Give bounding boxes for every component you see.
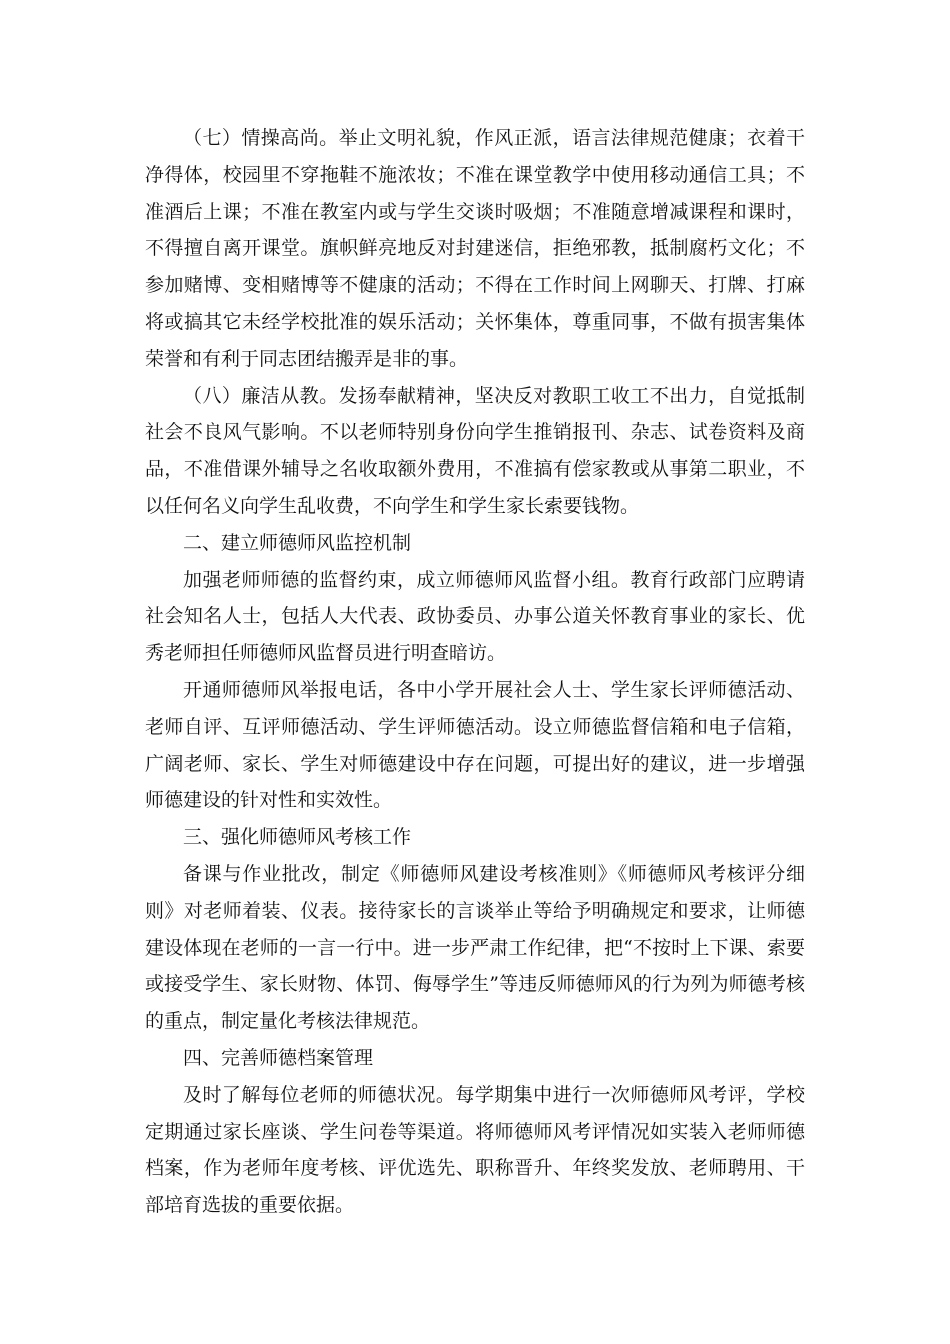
section-heading-assessment: 三、强化师德师风考核工作	[183, 826, 412, 849]
paragraph-archive-management: 及时了解每位老师的师德状况。每学期集中进行一次师德师风考评，学校定期通过家长座谈、学生问卷等渠道。将师德师风考评情况如实装入老师师德档案，作为老师年度考核、评优选先、职称晋升、年终奖发放、老师聘用、干部培育选拔的重要依据。	[145, 1083, 805, 1217]
paragraph-honest-teaching: （八）廉洁从教。发扬奉献精神，坚决反对教职工收工不出力，自觉抵制社会不良风气影响。不以老师特别身份向学生推销报刊、杂志、试卷资料及商品，不准借课外辅导之名收取额外费用，不准搞有偿家教或从事第二职业，不以任何名义向学生乱收费，不向学生和学生家长索要钱物。	[145, 384, 805, 517]
paragraph-assessment-rules: 备课与作业批改，制定《师德师风建设考核准则》《师德师风考核评分细则》对老师着装、仪表。接待家长的言谈举止等给予明确规定和要求，让师德建设体现在老师的一言一行中。进一步严肃工作纪律，把“不按时上下课、索要或接受学生、家长财物、体罚、侮辱学生”等违反师德师风的行为列为师德考核的重点，制定量化考核法律规范。	[145, 862, 805, 1033]
paragraph-supervision-group: 加强老师师德的监督约束，成立师德师风监督小组。教育行政部门应聘请社会知名人士，包括人大代表、政协委员、办事公道关怀教育事业的家长、优秀老师担任师德师风监督员进行明查暗访。	[145, 568, 805, 665]
section-heading-monitoring: 二、建立师德师风监控机制	[183, 531, 412, 554]
document-body	[145, 120, 805, 1224]
paragraph-report-hotline: 开通师德师风举报电话，各中小学开展社会人士、学生家长评师德活动、老师自评、互评师德活动、学生评师德活动。设立师德监督信箱和电子信箱，广阔老师、家长、学生对师德建设中存在问题，可提出好的建议，进一步增强师德建设的针对性和实效性。	[145, 678, 805, 812]
paragraph-integrity-conduct: （七）情操高尚。举止文明礼貌，作风正派，语言法律规范健康；衣着干净得体，校园里不穿拖鞋不施浓妆；不准在课堂教学中使用移动通信工具；不准酒后上课；不准在教室内或与学生交谈时吸烟；不准随意增减课程和课时，不得擅自离开课堂。旗帜鲜亮地反对封建迷信，拒绝邪教，抵制腐朽文化；不参加赌博、变相赌博等不健康的活动；不得在工作时间上网聊天、打牌、打麻将或搞其它未经学校批准的娱乐活动；关怀集体，尊重同事，不做有损害集体荣誉和有利于同志团结搬弄是非的事。	[145, 127, 805, 370]
section-heading-archive: 四、完善师德档案管理	[183, 1046, 374, 1069]
